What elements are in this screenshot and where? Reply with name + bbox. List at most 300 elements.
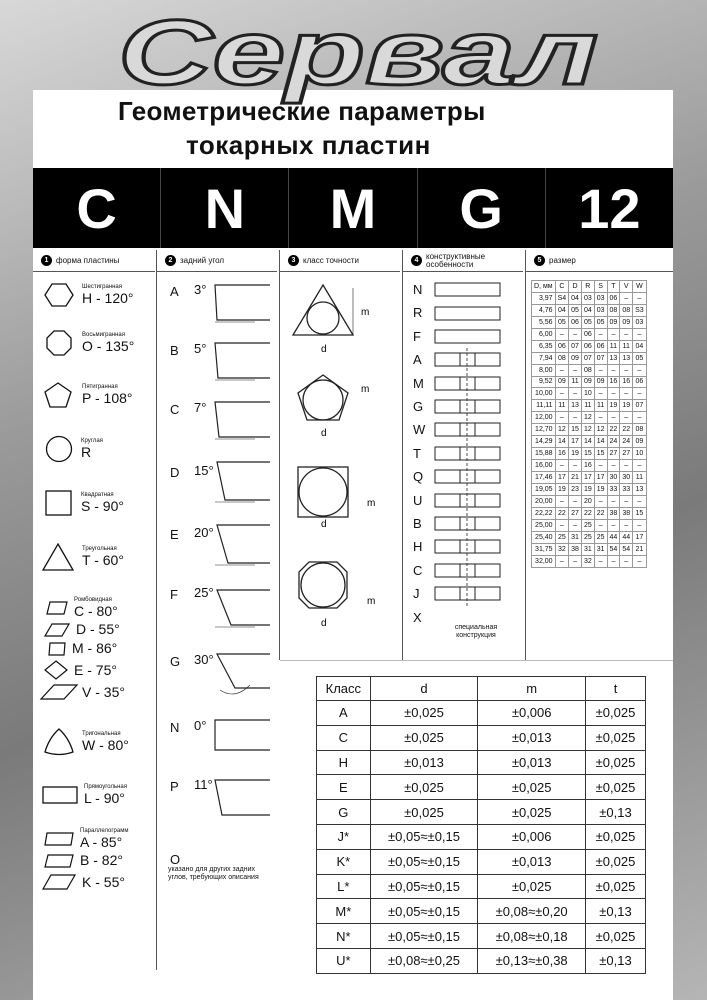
- table-cell: 25,00: [532, 519, 556, 531]
- table-row: [532, 316, 647, 328]
- table-row: [532, 460, 647, 472]
- table-cell: 9,52: [532, 376, 556, 388]
- table-cell: 16: [555, 448, 569, 460]
- table-cell: 14: [555, 436, 569, 448]
- table-cell: 04: [633, 340, 647, 352]
- svg-text:m: m: [361, 384, 370, 395]
- table-cell: 20: [581, 495, 594, 507]
- table-cell: 4,76: [532, 304, 556, 316]
- table-cell: –: [569, 555, 582, 567]
- table-cell: ±0,025: [586, 924, 646, 949]
- shape-item: Ромбовидная C - 80°: [46, 597, 118, 619]
- table-cell: –: [620, 364, 633, 376]
- table-cell: 08: [607, 304, 620, 316]
- table-cell: –: [569, 460, 582, 472]
- table-cell: ±0,025: [586, 725, 646, 750]
- table-row: [532, 292, 647, 304]
- table-cell: 11: [607, 340, 620, 352]
- table-cell: 25: [581, 531, 594, 543]
- code-row: [33, 168, 673, 248]
- header-cell: T: [607, 281, 620, 293]
- table-cell: U*: [317, 948, 371, 973]
- table-row: [532, 424, 647, 436]
- table-cell: 08: [555, 352, 569, 364]
- table-cell: 09: [594, 376, 607, 388]
- table-cell: 10: [633, 448, 647, 460]
- table-cell: 04: [555, 304, 569, 316]
- table-cell: 25: [594, 531, 607, 543]
- table-cell: 07: [594, 352, 607, 364]
- design-letter: U: [413, 492, 423, 508]
- table-cell: –: [569, 495, 582, 507]
- table-row: [532, 412, 647, 424]
- table-cell: 27: [620, 448, 633, 460]
- table-cell: 11: [633, 472, 647, 484]
- table-cell: K*: [317, 849, 371, 874]
- table-cell: S3: [633, 304, 647, 316]
- table-cell: ±0,025: [586, 874, 646, 899]
- rectangle-icon: [42, 786, 78, 804]
- table-cell: H: [317, 750, 371, 775]
- table-cell: 16: [607, 376, 620, 388]
- table-cell: 06: [581, 328, 594, 340]
- table-cell: 31: [581, 543, 594, 555]
- rhombus-icon: [46, 601, 68, 615]
- section-header-clearance: 2 задний угол: [157, 250, 277, 272]
- clearance-note: указано для других задних углов, требующих описания: [168, 866, 259, 881]
- table-row: [532, 436, 647, 448]
- table-cell: E: [317, 775, 371, 800]
- table-cell: ±0,006: [478, 701, 586, 726]
- svg-text:d: d: [321, 519, 327, 530]
- table-cell: 44: [620, 531, 633, 543]
- header-cell: t: [586, 677, 646, 701]
- code-letter-shape: C: [33, 168, 161, 248]
- table-cell: –: [555, 460, 569, 472]
- brand-logo: [108, 2, 608, 104]
- table-cell: 31: [594, 543, 607, 555]
- design-letter: A: [413, 352, 422, 368]
- table-cell: 15: [569, 424, 582, 436]
- table-cell: 17: [633, 531, 647, 543]
- table-cell: 10: [581, 388, 594, 400]
- table-cell: L*: [317, 874, 371, 899]
- table-cell: 11: [620, 340, 633, 352]
- design-letter: C: [413, 562, 423, 578]
- table-cell: ±0,013: [478, 849, 586, 874]
- table-cell: 05: [594, 316, 607, 328]
- header-cell: D, мм: [532, 281, 556, 293]
- table-cell: 06: [581, 340, 594, 352]
- table-cell: 07: [581, 352, 594, 364]
- table-cell: ±0,025: [478, 874, 586, 899]
- shape-item: E - 75°: [44, 660, 117, 680]
- table-cell: 16: [620, 376, 633, 388]
- table-cell: A: [317, 701, 371, 726]
- table-cell: –: [633, 460, 647, 472]
- shape-item: Треугольная T - 60°: [42, 543, 124, 571]
- table-cell: 15,88: [532, 448, 556, 460]
- table-cell: ±0,13: [586, 800, 646, 825]
- table-cell: 20,00: [532, 495, 556, 507]
- table-cell: –: [607, 495, 620, 507]
- rhombus-icon: [44, 660, 68, 680]
- table-cell: –: [555, 555, 569, 567]
- table-cell: 13: [569, 400, 582, 412]
- table-cell: 16,00: [532, 460, 556, 472]
- table-cell: –: [607, 328, 620, 340]
- title-line-1: Геометрические параметры: [118, 96, 486, 126]
- shape-item: B - 82°: [44, 853, 123, 868]
- table-cell: 03: [633, 316, 647, 328]
- table-cell: 22: [594, 507, 607, 519]
- table-row: [532, 364, 647, 376]
- table-cell: 12,00: [532, 412, 556, 424]
- table-row: [532, 340, 647, 352]
- table-cell: ±0,025: [586, 775, 646, 800]
- table-cell: 33: [620, 483, 633, 495]
- table-cell: 13: [607, 352, 620, 364]
- table-cell: 54: [620, 543, 633, 555]
- table-cell: 22,22: [532, 507, 556, 519]
- table-cell: –: [594, 388, 607, 400]
- table-cell: 3,97: [532, 292, 556, 304]
- table-cell: 06: [607, 292, 620, 304]
- shape-item: Квадратная S - 90°: [45, 490, 124, 516]
- table-cell: –: [620, 495, 633, 507]
- table-cell: ±0,08≈±0,25: [370, 948, 478, 973]
- table-row: [532, 543, 647, 555]
- table-cell: –: [569, 412, 582, 424]
- header-cell: V: [620, 281, 633, 293]
- section-header-shape: 1 форма пластины: [33, 250, 155, 272]
- table-cell: –: [620, 292, 633, 304]
- table-cell: 22: [581, 507, 594, 519]
- table-cell: 17: [594, 472, 607, 484]
- table-cell: 06: [594, 340, 607, 352]
- table-cell: 5,56: [532, 316, 556, 328]
- table-cell: ±0,13≈±0,38: [478, 948, 586, 973]
- table-cell: J*: [317, 824, 371, 849]
- table-row: [532, 495, 647, 507]
- table-row: [532, 555, 647, 567]
- table-header: [532, 281, 647, 293]
- table-cell: 12: [581, 424, 594, 436]
- parallelogram-icon: [44, 832, 74, 846]
- svg-text:d: d: [321, 344, 327, 355]
- table-cell: ±0,025: [370, 775, 478, 800]
- table-cell: M*: [317, 899, 371, 924]
- clearance-diagrams: [195, 280, 280, 820]
- table-cell: 6,00: [532, 328, 556, 340]
- table-cell: 6,35: [532, 340, 556, 352]
- tolerance-table: [316, 676, 646, 974]
- table-cell: 25,40: [532, 531, 556, 543]
- divider: [280, 660, 673, 661]
- table-cell: ±0,025: [586, 824, 646, 849]
- table-cell: 17: [555, 472, 569, 484]
- table-cell: ±0,025: [586, 750, 646, 775]
- table-cell: 19: [620, 400, 633, 412]
- table-cell: ±0,025: [586, 849, 646, 874]
- divider: [402, 250, 403, 660]
- svg-text:m: m: [361, 307, 370, 318]
- table-cell: 25: [581, 519, 594, 531]
- table-cell: 13: [620, 352, 633, 364]
- table-cell: –: [620, 460, 633, 472]
- table-cell: 17: [569, 436, 582, 448]
- table-cell: 07: [569, 340, 582, 352]
- parallelogram-icon: [42, 874, 76, 890]
- table-cell: 32: [581, 555, 594, 567]
- table-header: [317, 677, 646, 701]
- table-cell: –: [555, 364, 569, 376]
- header-cell: m: [478, 677, 586, 701]
- table-cell: ±0,13: [586, 948, 646, 973]
- table-row: [317, 948, 646, 973]
- title-line-2: токарных пластин: [186, 130, 431, 160]
- table-cell: –: [555, 495, 569, 507]
- table-cell: ±0,013: [478, 725, 586, 750]
- table-cell: 23: [569, 483, 582, 495]
- header-cell: D: [569, 281, 582, 293]
- table-row: [317, 701, 646, 726]
- table-cell: 25: [555, 531, 569, 543]
- table-cell: N*: [317, 924, 371, 949]
- table-cell: 06: [633, 376, 647, 388]
- table-cell: –: [569, 328, 582, 340]
- design-letter: F: [413, 328, 421, 344]
- pentagon-icon: [44, 382, 72, 408]
- table-cell: 15: [594, 448, 607, 460]
- table-cell: 27: [569, 507, 582, 519]
- code-letter-clearance: N: [161, 168, 289, 248]
- table-cell: 12,70: [532, 424, 556, 436]
- table-cell: –: [607, 412, 620, 424]
- table-cell: –: [633, 412, 647, 424]
- table-cell: –: [555, 328, 569, 340]
- table-cell: 11: [555, 400, 569, 412]
- table-cell: 24: [607, 436, 620, 448]
- table-cell: –: [607, 364, 620, 376]
- table-cell: 17: [581, 472, 594, 484]
- table-cell: 09: [620, 316, 633, 328]
- table-cell: –: [594, 328, 607, 340]
- table-cell: 15: [633, 507, 647, 519]
- header-cell: C: [555, 281, 569, 293]
- table-cell: –: [555, 519, 569, 531]
- table-cell: –: [620, 519, 633, 531]
- table-cell: 05: [581, 316, 594, 328]
- table-cell: ±0,05≈±0,15: [370, 849, 478, 874]
- table-cell: 12: [594, 424, 607, 436]
- table-cell: 31: [569, 531, 582, 543]
- table-cell: 09: [569, 352, 582, 364]
- table-cell: 03: [594, 304, 607, 316]
- table-cell: –: [594, 412, 607, 424]
- table-cell: 19: [594, 483, 607, 495]
- code-size: 12: [578, 176, 641, 240]
- table-cell: 31,75: [532, 543, 556, 555]
- table-cell: 38: [607, 507, 620, 519]
- accuracy-diagrams: [285, 280, 400, 629]
- table-cell: 08: [620, 304, 633, 316]
- section-header-accuracy: 3 класс точности: [280, 250, 400, 272]
- table-cell: –: [569, 364, 582, 376]
- table-cell: 22: [607, 424, 620, 436]
- shape-item: Восьмигранная O - 135°: [46, 330, 134, 356]
- svg-text:d: d: [321, 428, 327, 439]
- header-cell: d: [370, 677, 478, 701]
- table-cell: 04: [581, 304, 594, 316]
- table-cell: 19: [569, 448, 582, 460]
- header-cell: W: [633, 281, 647, 293]
- table-cell: –: [633, 292, 647, 304]
- table-row: [532, 448, 647, 460]
- table-cell: 07: [633, 400, 647, 412]
- table-cell: 24: [620, 436, 633, 448]
- table-row: [317, 924, 646, 949]
- rhombus-icon: [40, 684, 78, 700]
- table-cell: –: [620, 555, 633, 567]
- code-letter-accuracy: M: [289, 168, 417, 248]
- svg-text:d: d: [321, 618, 327, 629]
- table-cell: –: [594, 364, 607, 376]
- table-row: [317, 824, 646, 849]
- octagon-icon: [46, 330, 72, 356]
- table-cell: 09: [633, 436, 647, 448]
- table-cell: ±0,006: [478, 824, 586, 849]
- shape-item: Параллелограмм A - 85°: [44, 828, 128, 850]
- table-row: [532, 507, 647, 519]
- table-cell: 12: [581, 412, 594, 424]
- table-cell: 33: [607, 483, 620, 495]
- table-cell: ±0,05≈±0,15: [370, 899, 478, 924]
- table-cell: 30: [607, 472, 620, 484]
- table-row: [532, 328, 647, 340]
- rhombus-icon: [44, 623, 70, 637]
- table-cell: 11: [569, 376, 582, 388]
- table-row: [317, 750, 646, 775]
- table-cell: 54: [607, 543, 620, 555]
- design-note: специальная конструкция: [454, 624, 498, 639]
- shape-item: Тригональная W - 80°: [44, 728, 129, 756]
- header-cell: R: [581, 281, 594, 293]
- table-cell: 16: [581, 460, 594, 472]
- table-cell: 11: [581, 400, 594, 412]
- hexagon-icon: [44, 282, 74, 308]
- design-letter: R: [413, 305, 423, 321]
- table-cell: –: [555, 388, 569, 400]
- table-cell: 19: [581, 483, 594, 495]
- table-row: [532, 376, 647, 388]
- table-cell: 05: [633, 352, 647, 364]
- table-cell: ±0,013: [478, 750, 586, 775]
- table-cell: 22: [620, 424, 633, 436]
- table-row: [532, 483, 647, 495]
- shape-item: M - 86°: [48, 641, 117, 656]
- svg-text:m: m: [367, 596, 376, 607]
- table-row: [317, 874, 646, 899]
- table-cell: ±0,025: [370, 725, 478, 750]
- table-cell: –: [633, 328, 647, 340]
- table-cell: –: [633, 388, 647, 400]
- brand-name: Сервал: [118, 2, 598, 104]
- table-cell: 08: [633, 424, 647, 436]
- table-cell: 06: [569, 316, 582, 328]
- table-cell: ±0,05≈±0,15: [370, 824, 478, 849]
- table-row: [532, 519, 647, 531]
- table-cell: 21: [569, 472, 582, 484]
- size-table: [531, 280, 647, 568]
- table-cell: 05: [569, 304, 582, 316]
- table-cell: ±0,025: [478, 800, 586, 825]
- table-cell: 22: [555, 507, 569, 519]
- table-row: [532, 304, 647, 316]
- table-cell: 19,05: [532, 483, 556, 495]
- table-cell: G: [317, 800, 371, 825]
- table-cell: –: [607, 460, 620, 472]
- table-cell: 8,00: [532, 364, 556, 376]
- design-letter: M: [413, 375, 424, 391]
- table-cell: 21: [633, 543, 647, 555]
- table-cell: –: [633, 364, 647, 376]
- table-cell: –: [594, 555, 607, 567]
- table-cell: –: [633, 555, 647, 567]
- table-cell: 13: [633, 483, 647, 495]
- table-cell: 09: [555, 376, 569, 388]
- table-cell: 32: [555, 543, 569, 555]
- design-letter: J: [413, 586, 420, 602]
- square-icon: [45, 490, 73, 516]
- table-cell: ±0,05≈±0,15: [370, 874, 478, 899]
- table-cell: ±0,08≈±0,18: [478, 924, 586, 949]
- shape-item: Пятигранная P - 108°: [44, 382, 132, 408]
- table-cell: ±0,05≈±0,15: [370, 924, 478, 949]
- design-letter: W: [413, 422, 426, 438]
- table-cell: 14,29: [532, 436, 556, 448]
- table-cell: S4: [555, 292, 569, 304]
- table-cell: 32,00: [532, 555, 556, 567]
- trigon-icon: [44, 728, 74, 756]
- table-cell: –: [569, 519, 582, 531]
- table-row: [532, 400, 647, 412]
- design-diagrams: [430, 280, 525, 620]
- section-header-design: 4 конструктивные особенности: [403, 250, 523, 272]
- design-letter: H: [413, 539, 423, 555]
- design-letter: N: [413, 282, 423, 297]
- table-cell: –: [607, 555, 620, 567]
- design-letter: G: [413, 399, 424, 414]
- table-row: [317, 800, 646, 825]
- table-cell: 06: [555, 340, 569, 352]
- design-letter: Q: [413, 469, 424, 485]
- shape-item: Круглая R: [45, 435, 103, 463]
- parallelogram-icon: [44, 854, 74, 868]
- shape-item: D - 55°: [44, 622, 120, 637]
- table-row: [317, 849, 646, 874]
- table-cell: –: [633, 519, 647, 531]
- table-cell: 14: [581, 436, 594, 448]
- table-cell: –: [620, 412, 633, 424]
- table-cell: 19: [555, 483, 569, 495]
- rhombus-icon: [48, 642, 66, 656]
- table-row: [317, 899, 646, 924]
- shape-item: K - 55°: [42, 874, 125, 890]
- table-cell: 30: [620, 472, 633, 484]
- table-cell: ±0,13: [586, 899, 646, 924]
- table-cell: 19: [607, 400, 620, 412]
